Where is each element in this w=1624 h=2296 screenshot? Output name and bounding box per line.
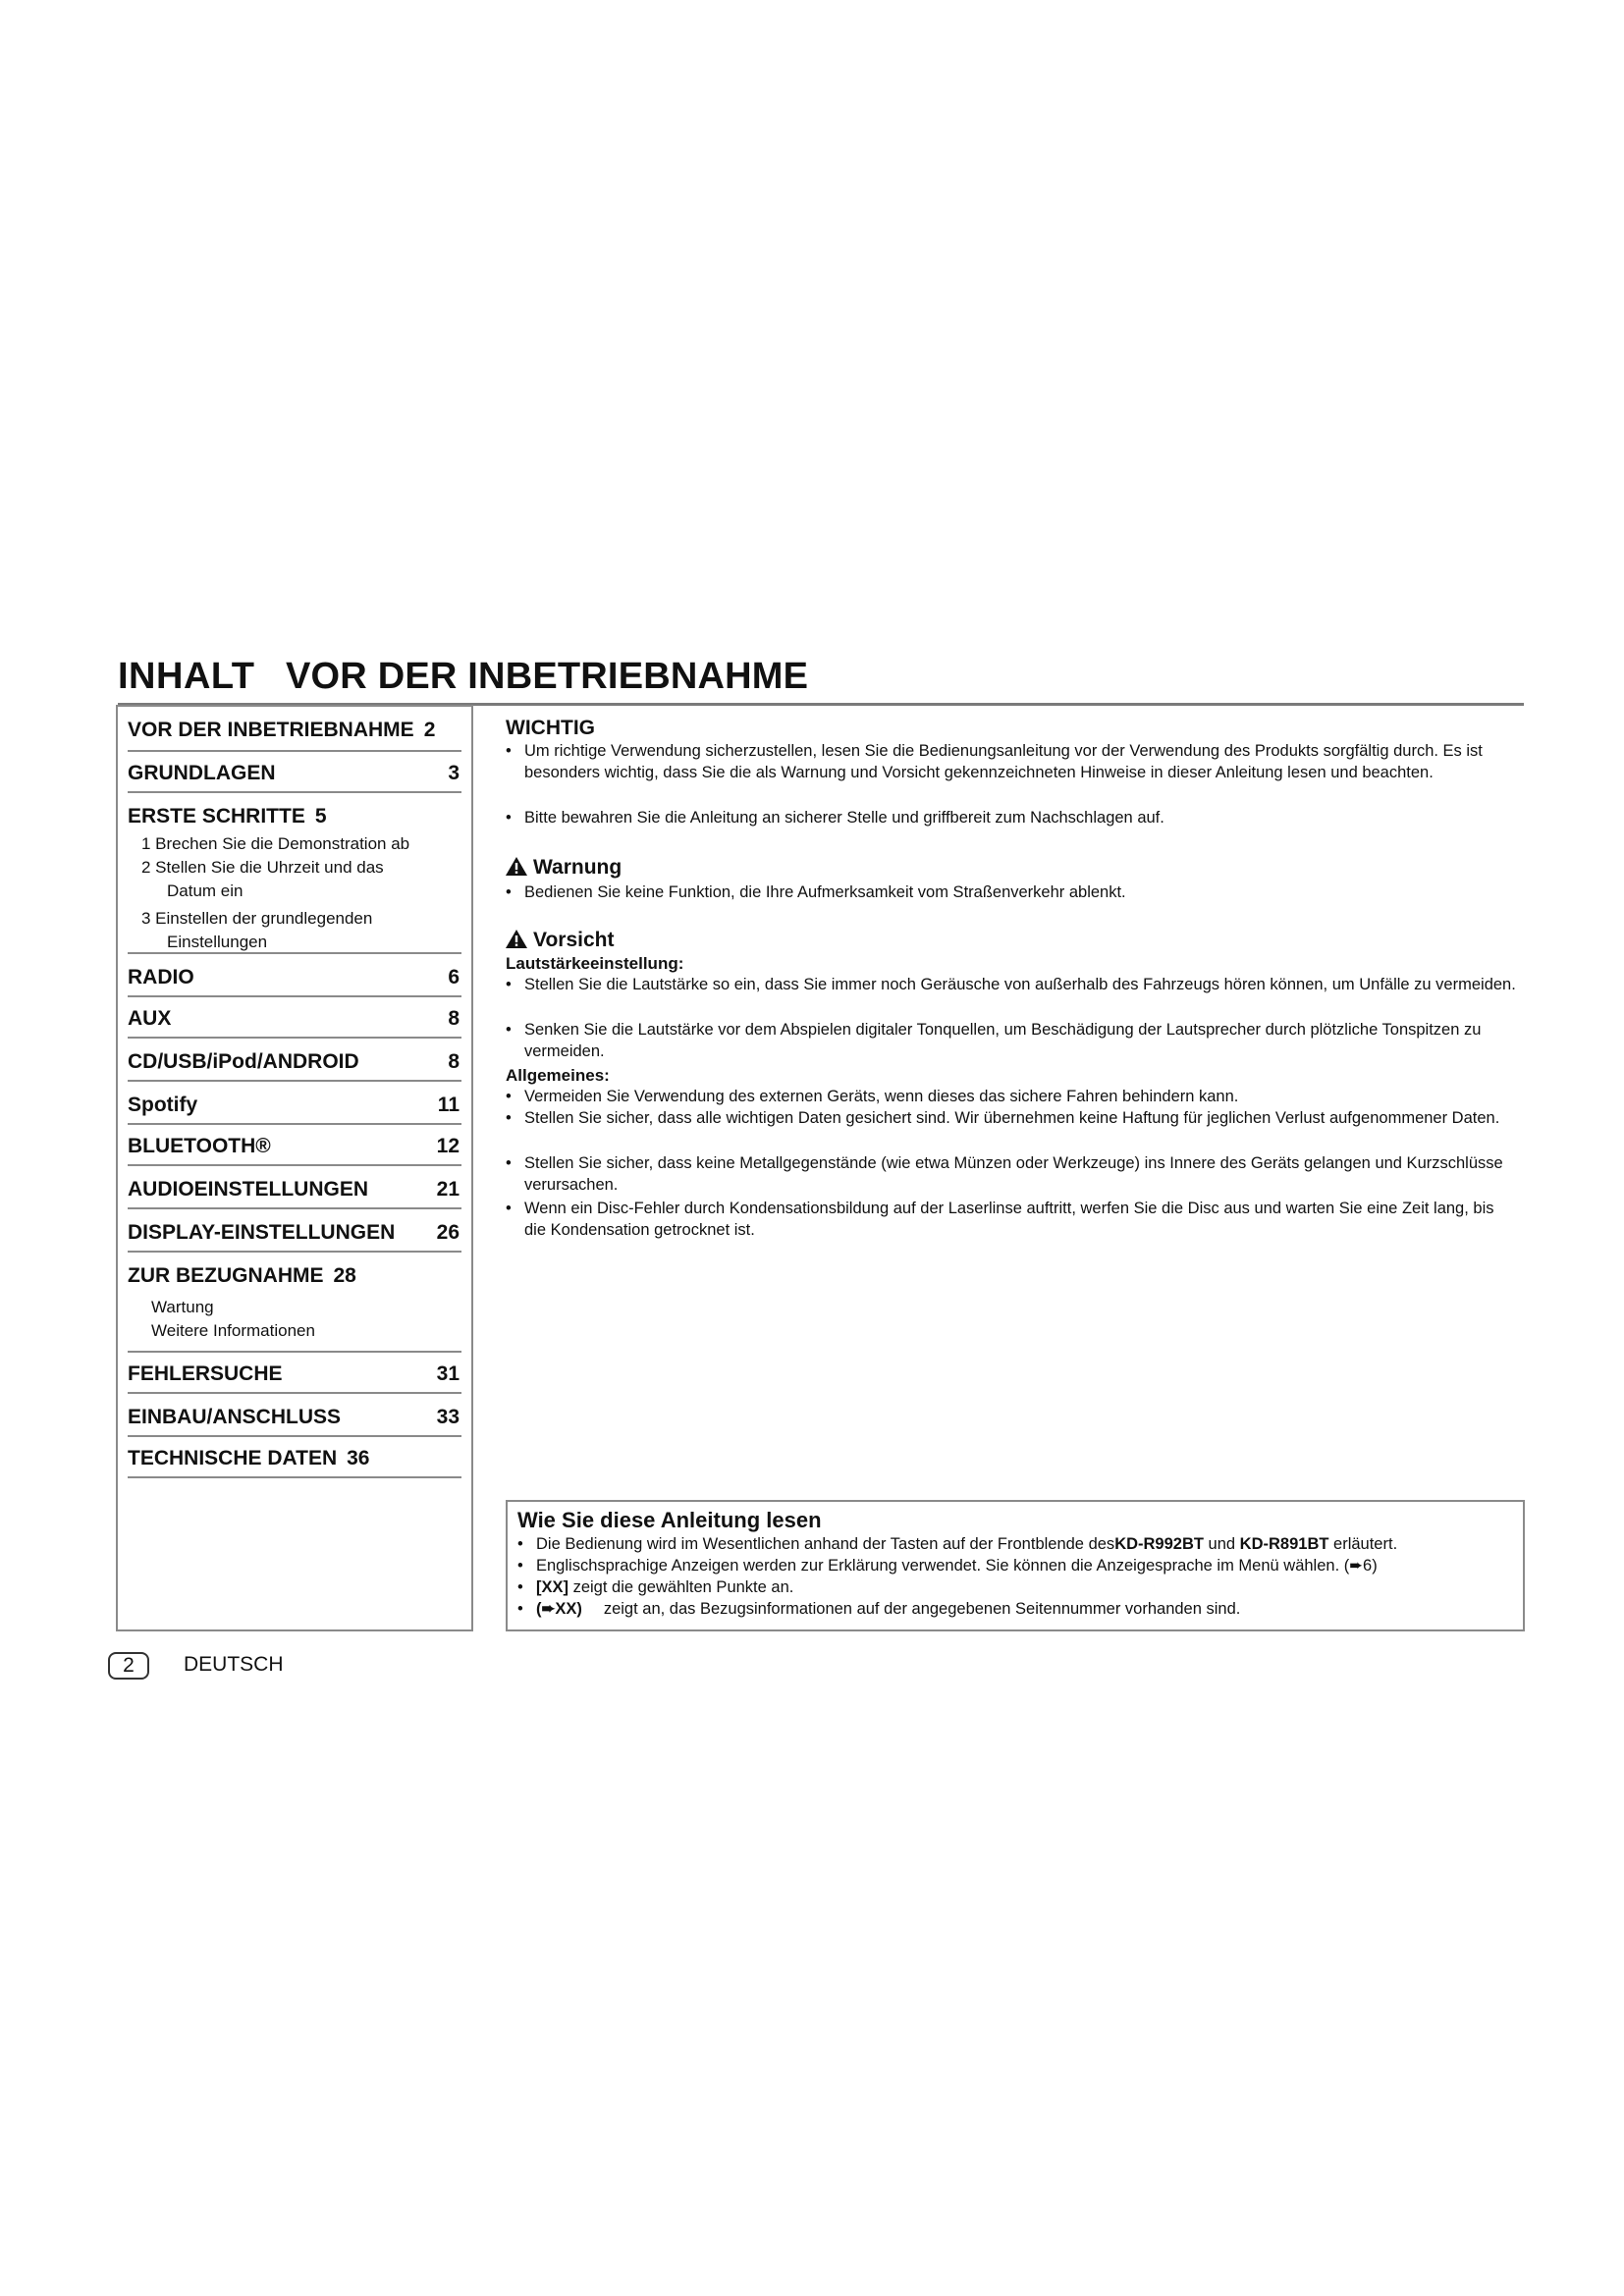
toc-item-einbau-anschluss[interactable] — [128, 1394, 461, 1437]
table-of-contents — [116, 705, 473, 1631]
toc-item-label: DISPLAY-EINSTELLUNGEN — [128, 1221, 396, 1244]
toc-item-label: ERSTE SCHRITTE — [128, 805, 305, 828]
model-name: KD-R891BT — [1239, 1535, 1329, 1553]
page-reference-marker: (➨XX) — [536, 1600, 582, 1618]
how-to-bullet: • [XX] zeigt die gewählten Punkte an. — [517, 1578, 794, 1596]
vorsicht-heading: Vorsicht — [506, 929, 614, 952]
toc-item-page: 31 — [436, 1362, 460, 1385]
toc-item-zur-bezugnahme[interactable] — [128, 1253, 461, 1353]
wichtig-heading: WICHTIG — [506, 717, 595, 739]
toc-item-label: AUX — [128, 1007, 172, 1030]
toc-item-label: ZUR BEZUGNAHME — [128, 1264, 324, 1287]
model-name: KD-R992BT — [1114, 1535, 1204, 1553]
toc-item-erste-schritte[interactable] — [128, 793, 461, 954]
toc-item-label: EINBAU/ANSCHLUSS — [128, 1406, 342, 1428]
toc-item-page: 6 — [448, 966, 460, 988]
toc-item-aux[interactable] — [128, 997, 461, 1039]
selected-item-marker: [XX] — [536, 1578, 568, 1596]
toc-subitem[interactable]: Einstellungen — [167, 933, 268, 951]
toc-item-vor-der-inbetriebnahme[interactable] — [128, 713, 461, 752]
how-to-read-box — [506, 1500, 1525, 1631]
toc-subitem[interactable]: 2 Stellen Sie die Uhrzeit und das — [141, 858, 384, 877]
toc-item-page: 12 — [436, 1135, 460, 1157]
toc-item-page: 11 — [437, 1094, 460, 1116]
warnung-heading: Warnung — [506, 856, 622, 880]
how-to-bullet: • Englischsprachige Anzeigen werden zur Erklärung verwendet. Sie können die Anzeigesprache im Menü wählen. (➨6) — [517, 1557, 1378, 1575]
toc-item-page: 2 — [423, 719, 436, 741]
vorsicht-bullet: • Stellen Sie die Lautstärke so ein, dass Sie immer noch Geräusche von außerhalb des Fahrzeugs hören können, um Unfälle zu vermeiden. — [506, 976, 1516, 993]
toc-item-label: TECHNISCHE DATEN — [128, 1447, 338, 1469]
toc-item-page: 5 — [314, 805, 327, 828]
toc-item-page: 8 — [448, 1007, 460, 1030]
wichtig-bullet: • Um richtige Verwendung sicherzustellen, lesen Sie die Bedienungsanleitung vor der Verwendung des Produkts sorgfältig durch. Es ist besonders wichtig, dass Sie die als Warnung und Vorsicht gekennzeichneten Hinweise in dieser Anleitung lesen und beachten. — [506, 742, 1483, 781]
toc-item-page: 3 — [448, 762, 460, 784]
warnung-bullet: • Bedienen Sie keine Funktion, die Ihre Aufmerksamkeit vom Straßenverkehr ablenkt. — [506, 883, 1126, 901]
toc-subitem[interactable]: Weitere Informationen — [151, 1321, 315, 1340]
toc-item-fehlersuche[interactable] — [128, 1353, 461, 1394]
toc-subitem[interactable]: Wartung — [151, 1298, 214, 1316]
how-to-read-heading: Wie Sie diese Anleitung lesen — [517, 1508, 822, 1532]
toc-item-bluetooth[interactable] — [128, 1125, 461, 1166]
page-header — [118, 656, 1522, 705]
header-title-contents: INHALT — [118, 656, 255, 697]
toc-item-audioeinstellungen[interactable] — [128, 1166, 461, 1209]
language-label: DEUTSCH — [184, 1653, 284, 1676]
toc-subitem[interactable]: 3 Einstellen der grundlegenden — [141, 909, 373, 928]
toc-item-page: 33 — [436, 1406, 460, 1428]
toc-item-label: CD/USB/iPod/ANDROID — [128, 1050, 359, 1073]
wichtig-bullet: • Bitte bewahren Sie die Anleitung an sicherer Stelle und griffbereit zum Nachschlagen auf. — [506, 809, 1164, 827]
toc-item-page: 8 — [448, 1050, 460, 1073]
toc-item-technische-daten[interactable] — [128, 1437, 461, 1478]
toc-item-display-einstellungen[interactable] — [128, 1209, 461, 1253]
toc-item-label: AUDIOEINSTELLUNGEN — [128, 1178, 369, 1201]
vorsicht-bullet: • Senken Sie die Lautstärke vor dem Abspielen digitaler Tonquellen, um Beschädigung der Lautsprecher durch plötzliche Tonspitzen zu vermeiden. — [506, 1021, 1482, 1060]
how-to-bullet: • (➨XX) zeigt an, das Bezugsinformationen auf der angegebenen Seitennummer vorhanden sind. — [517, 1600, 1241, 1618]
toc-item-page: 26 — [436, 1221, 460, 1244]
toc-item-page: 28 — [333, 1264, 356, 1287]
vorsicht-bullet: • Stellen Sie sicher, dass keine Metallgegenstände (wie etwa Münzen oder Werkzeuge) ins Innere des Geräts gelangen und Kurzschlüsse verursachen. — [506, 1154, 1503, 1194]
toc-subitem[interactable]: 1 Brechen Sie die Demonstration ab — [141, 834, 410, 853]
warning-triangle-icon — [506, 930, 527, 948]
toc-item-label: Spotify — [128, 1094, 198, 1116]
toc-item-label: BLUETOOTH® — [128, 1135, 271, 1157]
vorsicht-bullet: • Wenn ein Disc-Fehler durch Kondensationsbildung auf der Laserlinse auftritt, werfen Sie die Disc aus und warten Sie eine Zeit lang, bis die Kondensation getrocknet ist. — [506, 1200, 1494, 1239]
header-title-section: VOR DER INBETRIEBNAHME — [286, 656, 809, 697]
page-number: 2 — [108, 1652, 149, 1680]
vorsicht-subheading-general: Allgemeines: — [506, 1066, 610, 1085]
toc-subitem[interactable]: Datum ein — [167, 881, 244, 900]
toc-item-spotify[interactable] — [128, 1082, 461, 1125]
toc-item-label: GRUNDLAGEN — [128, 762, 276, 784]
vorsicht-bullet: • Vermeiden Sie Verwendung des externen Geräts, wenn dieses das sichere Fahren behindern kann. — [506, 1088, 1239, 1105]
toc-item-cd-usb-ipod-android[interactable] — [128, 1039, 461, 1082]
toc-item-page: 21 — [436, 1178, 460, 1201]
vorsicht-subheading-volume: Lautstärkeeinstellung: — [506, 954, 684, 973]
how-to-bullet: • Die Bedienung wird im Wesentlichen anhand der Tasten auf der Frontblende desKD-R992BT und KD-R891BT erläutert. — [517, 1535, 1398, 1553]
warning-triangle-icon — [506, 857, 527, 876]
toc-item-grundlagen[interactable] — [128, 752, 461, 793]
toc-item-page: 36 — [347, 1447, 370, 1469]
toc-item-label: FEHLERSUCHE — [128, 1362, 283, 1385]
vorsicht-bullet: • Stellen Sie sicher, dass alle wichtigen Daten gesichert sind. Wir übernehmen keine Haftung für jeglichen Verlust aufgenommener Daten. — [506, 1109, 1500, 1127]
toc-item-label: RADIO — [128, 966, 194, 988]
toc-item-label: VOR DER INBETRIEBNAHME — [128, 719, 414, 741]
toc-item-radio[interactable] — [128, 954, 461, 997]
